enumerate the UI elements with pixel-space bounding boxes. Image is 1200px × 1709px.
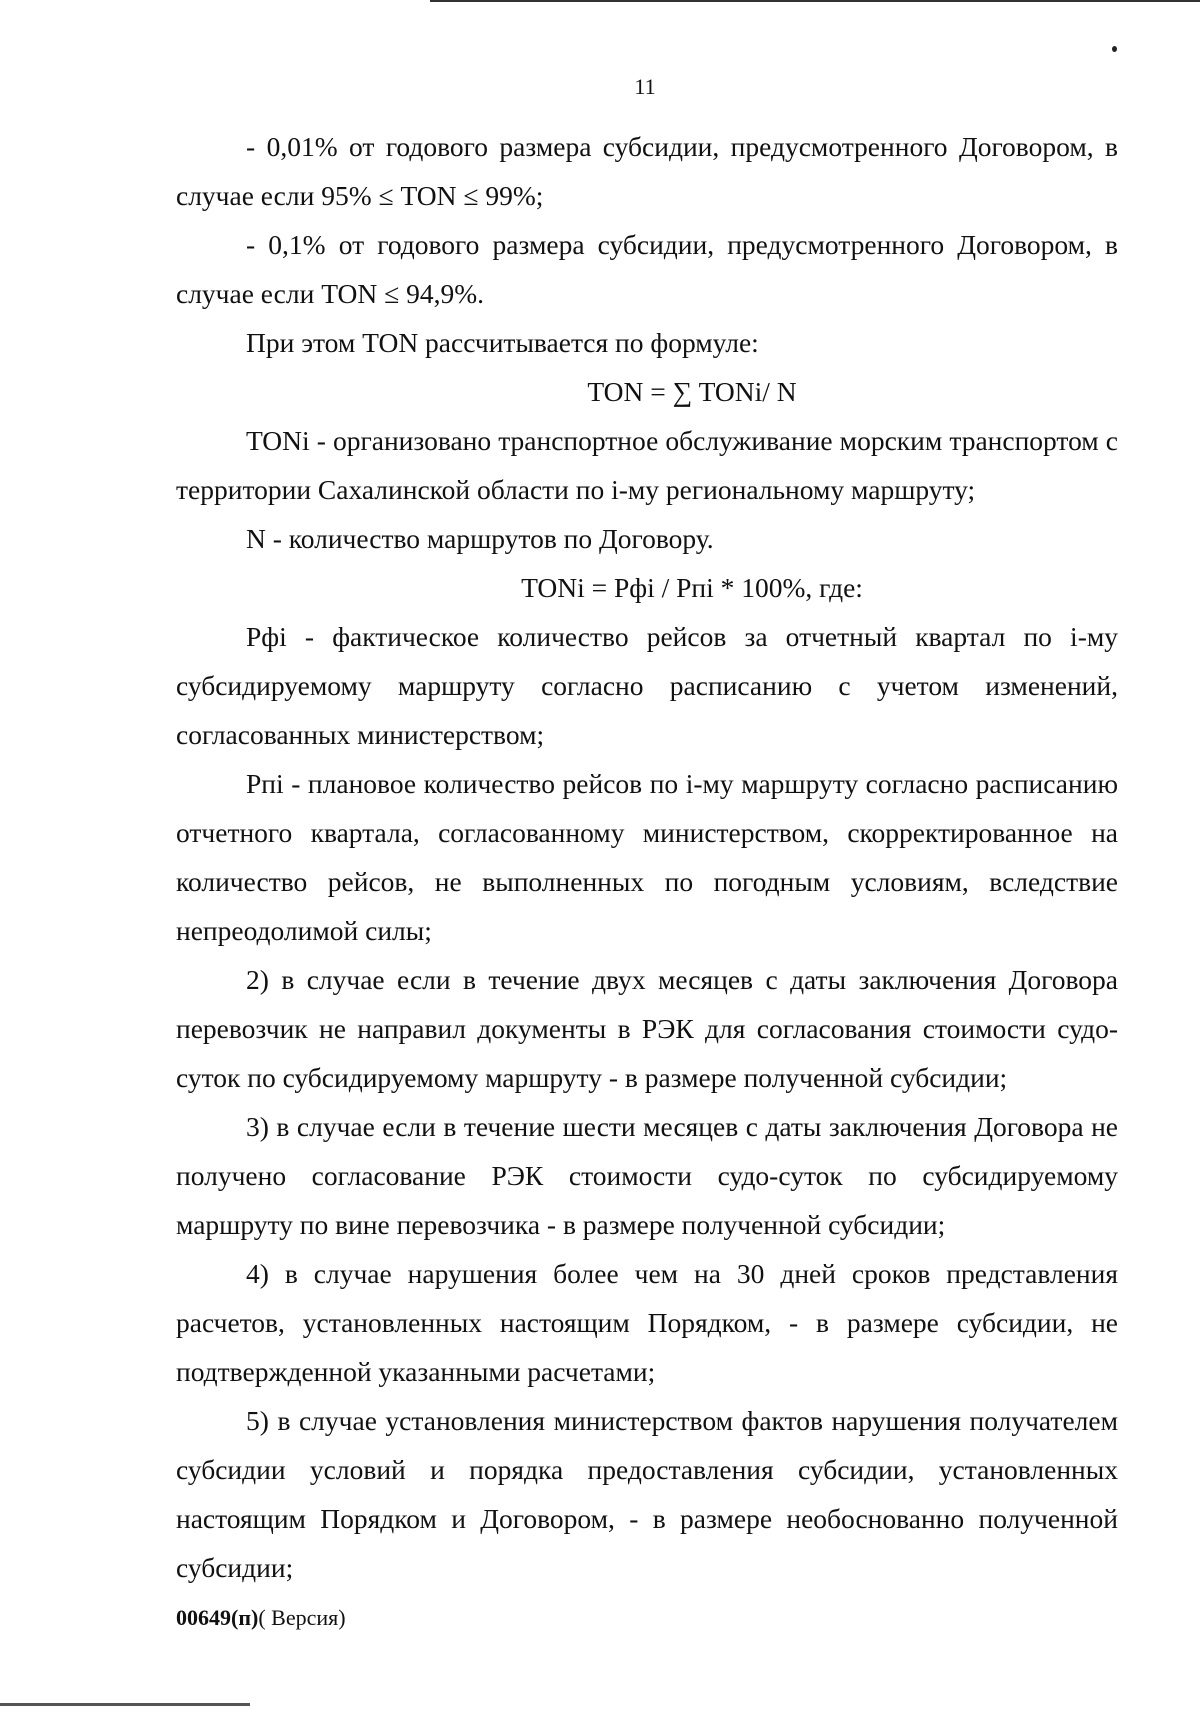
paragraph-item-2: 2) в случае если в течение двух месяцев с даты заключения Договора перевозчик не направил документы в РЭК для согласования стоимости судо-суток по субсидируемому маршруту - в размере полученной субсидии; bbox=[176, 964, 1118, 1093]
paragraph-ton-94-9: - 0,1% от годового размера субсидии, предусмотренного Договором, в случае если TON ≤ 94,9%. bbox=[176, 229, 1118, 309]
paragraph-formula-intro: При этом TON рассчитывается по формуле: bbox=[246, 327, 759, 358]
paragraph-item-3: 3) в случае если в течение шести месяцев с даты заключения Договора не получено согласование РЭК стоимости судо-суток по субсидируемому маршруту по вине перевозчика - в размере полученной субсидии; bbox=[176, 1111, 1118, 1240]
paragraph-item-4: 4) в случае нарушения более чем на 30 дней сроков представления расчетов, установленных настоящим Порядком, - в размере субсидии, не подтвержденной указанными расчетами; bbox=[176, 1258, 1118, 1387]
document-code: 00649(п) bbox=[176, 1605, 259, 1630]
formula-toni: TONi = Рфi / Рпi * 100%, где: bbox=[521, 572, 863, 603]
scan-top-rule bbox=[430, 0, 1200, 2]
paragraph-rfi-definition: Рфi - фактическое количество рейсов за отчетный квартал по i-му субсидируемому маршруту согласно расписанию с учетом изменений, согласованных министерством; bbox=[176, 621, 1118, 750]
paragraph-rpi-definition: Рпi - плановое количество рейсов по i-му маршруту согласно расписанию отчетного квартала, согласованному министерством, скорректированное на количество рейсов, не выполненных по погодным условиям, вследствие непреодолимой силы; bbox=[176, 768, 1118, 946]
document-footer bbox=[176, 1605, 346, 1631]
paragraph-n-definition: N - количество маршрутов по Договору. bbox=[246, 523, 714, 554]
paragraph-ton-95-99: - 0,01% от годового размера субсидии, предусмотренного Договором, в случае если 95% ≤ TON ≤ 99%; bbox=[176, 131, 1118, 211]
document-body bbox=[176, 122, 1118, 1592]
paragraph-toni-definition: TONi - организовано транспортное обслуживание морским транспортом с территории Сахалинской области по i-му региональному маршруту; bbox=[176, 425, 1118, 505]
scan-speck bbox=[1112, 46, 1117, 52]
paragraph-item-5: 5) в случае установления министерством фактов нарушения получателем субсидии условий и порядка предоставления субсидии, установленных настоящим Порядком и Договором, - в размере необоснованно полученной субсидии; bbox=[176, 1405, 1118, 1583]
page-number: 11 bbox=[634, 74, 656, 99]
document-version: ( Версия) bbox=[258, 1605, 346, 1630]
scan-bottom-rule bbox=[0, 1703, 250, 1706]
formula-ton: TON = ∑ TONi/ N bbox=[587, 376, 797, 407]
